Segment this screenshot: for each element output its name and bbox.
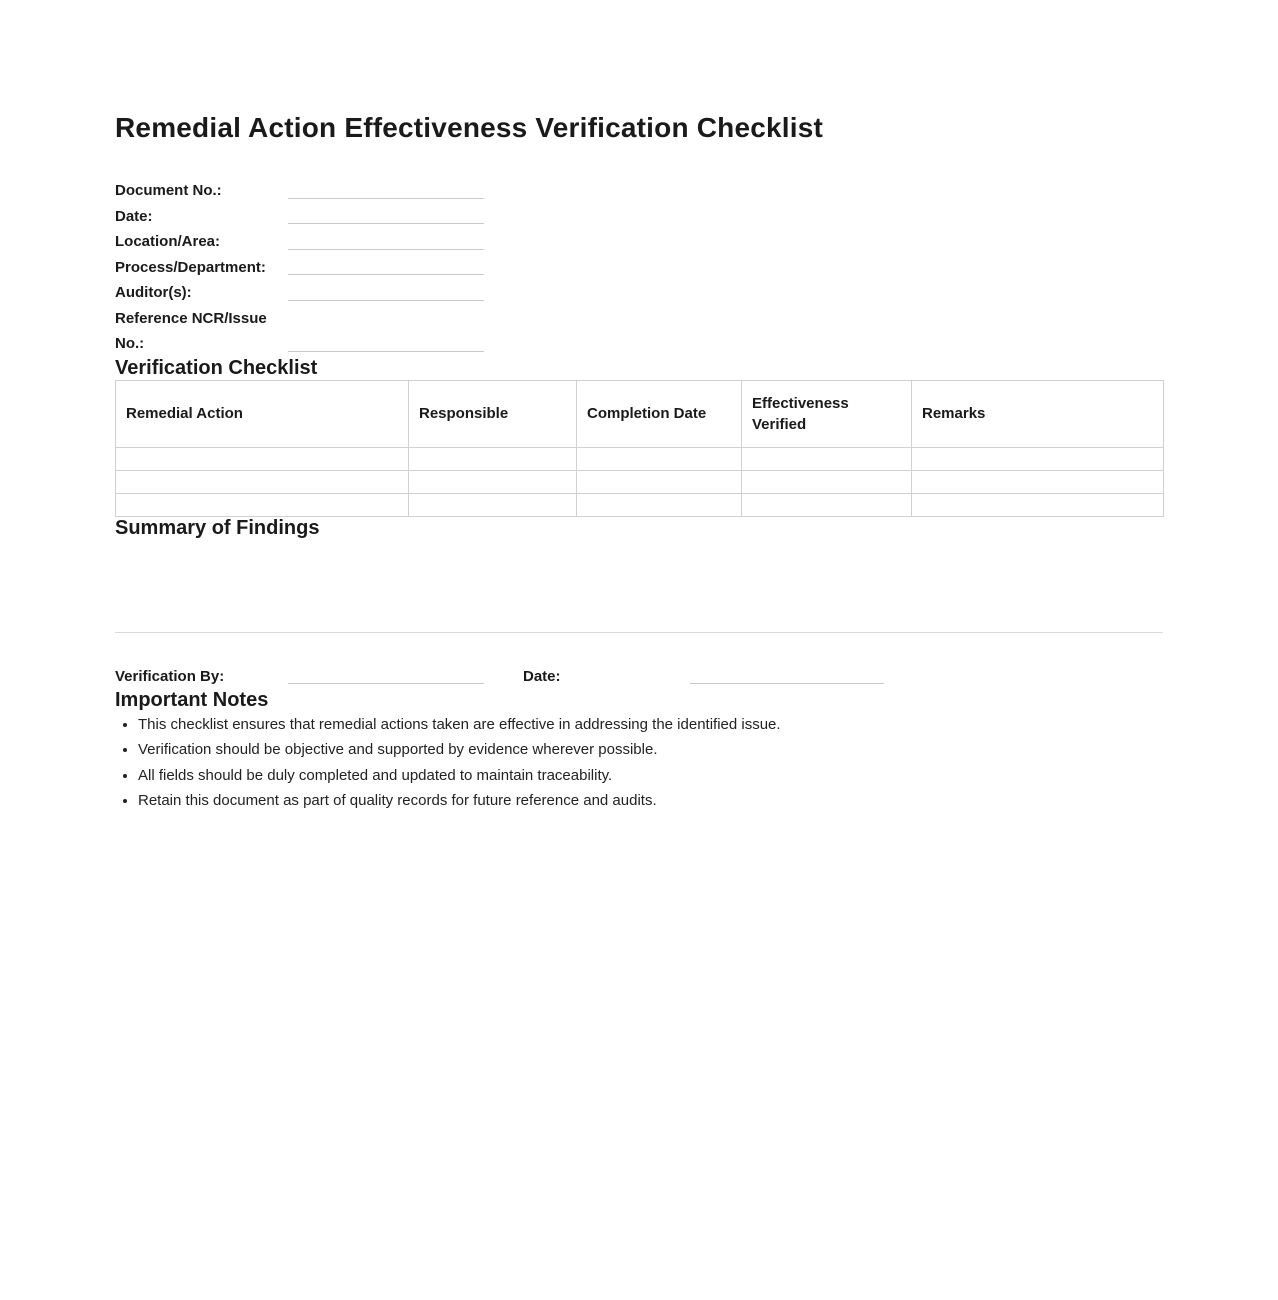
table-cell — [409, 470, 577, 493]
verification-checklist-heading: Verification Checklist — [115, 356, 318, 379]
signature-date-fill-line — [690, 683, 884, 684]
table-cell — [912, 470, 1164, 493]
signature-date-label: Date: — [523, 667, 561, 685]
table-cell — [577, 447, 742, 470]
table-cell — [742, 447, 912, 470]
field-row-location-area — [115, 229, 1163, 255]
note-item: • Retain this document as part of quality records for future reference and audits. — [138, 788, 1163, 814]
table-header-row — [116, 380, 1164, 447]
document-no-label: Document No.: — [115, 182, 222, 199]
process-department-fill-line — [288, 274, 484, 275]
table-cell — [742, 470, 912, 493]
table-cell — [409, 447, 577, 470]
table-row — [116, 470, 1164, 493]
reference-ncr-fill-line — [288, 351, 484, 352]
reference-ncr-label: Reference NCR/Issue No.: — [115, 309, 267, 352]
table-cell — [409, 493, 577, 516]
verification-by-label: Verification By: — [115, 667, 225, 685]
field-row-reference-ncr — [115, 306, 1163, 357]
signature-row — [115, 664, 1163, 689]
verification-checklist-table — [115, 380, 1164, 517]
date-fill-line — [288, 223, 484, 224]
important-notes-heading: Important Notes — [115, 688, 269, 711]
column-header-effectiveness-verified: Effectiveness Verified — [742, 380, 912, 447]
table-cell — [116, 447, 409, 470]
field-row-process-department — [115, 255, 1163, 281]
table-cell — [742, 493, 912, 516]
field-row-date — [115, 204, 1163, 230]
note-item: • This checklist ensures that remedial actions taken are effective in addressing the identified issue. — [138, 712, 1163, 738]
location-area-label: Location/Area: — [115, 233, 221, 250]
document-no-fill-line — [288, 198, 484, 199]
verification-by-fill-line — [288, 683, 484, 684]
location-area-fill-line — [288, 249, 484, 250]
table-cell — [116, 493, 409, 516]
column-header-remedial-action: Remedial Action — [116, 380, 409, 447]
note-item: • All fields should be duly completed and updated to maintain traceability. — [138, 763, 1163, 789]
auditors-fill-line — [288, 300, 484, 301]
document-title: Remedial Action Effectiveness Verification Checklist — [115, 112, 824, 143]
summary-of-findings-heading: Summary of Findings — [115, 516, 320, 539]
date-label: Date: — [115, 207, 153, 225]
field-row-document-no — [115, 178, 1163, 204]
note-item: • Verification should be objective and supported by evidence wherever possible. — [138, 737, 1163, 763]
table-cell — [116, 470, 409, 493]
column-header-remarks: Remarks — [912, 380, 1164, 447]
table-row — [116, 493, 1164, 516]
header-fields — [115, 178, 1163, 357]
field-row-auditors — [115, 280, 1163, 306]
column-header-completion-date: Completion Date — [577, 380, 742, 447]
table-cell — [912, 447, 1164, 470]
document-content — [115, 0, 1163, 814]
column-header-responsible: Responsible — [409, 380, 577, 447]
auditors-label: Auditor(s): — [115, 284, 192, 301]
section-divider — [115, 632, 1163, 633]
table-cell — [577, 470, 742, 493]
process-department-label: Process/Department: — [115, 258, 266, 276]
table-cell — [577, 493, 742, 516]
table-cell — [912, 493, 1164, 516]
summary-writing-area — [115, 540, 1163, 632]
important-notes-list — [115, 712, 1163, 814]
table-row — [116, 447, 1164, 470]
